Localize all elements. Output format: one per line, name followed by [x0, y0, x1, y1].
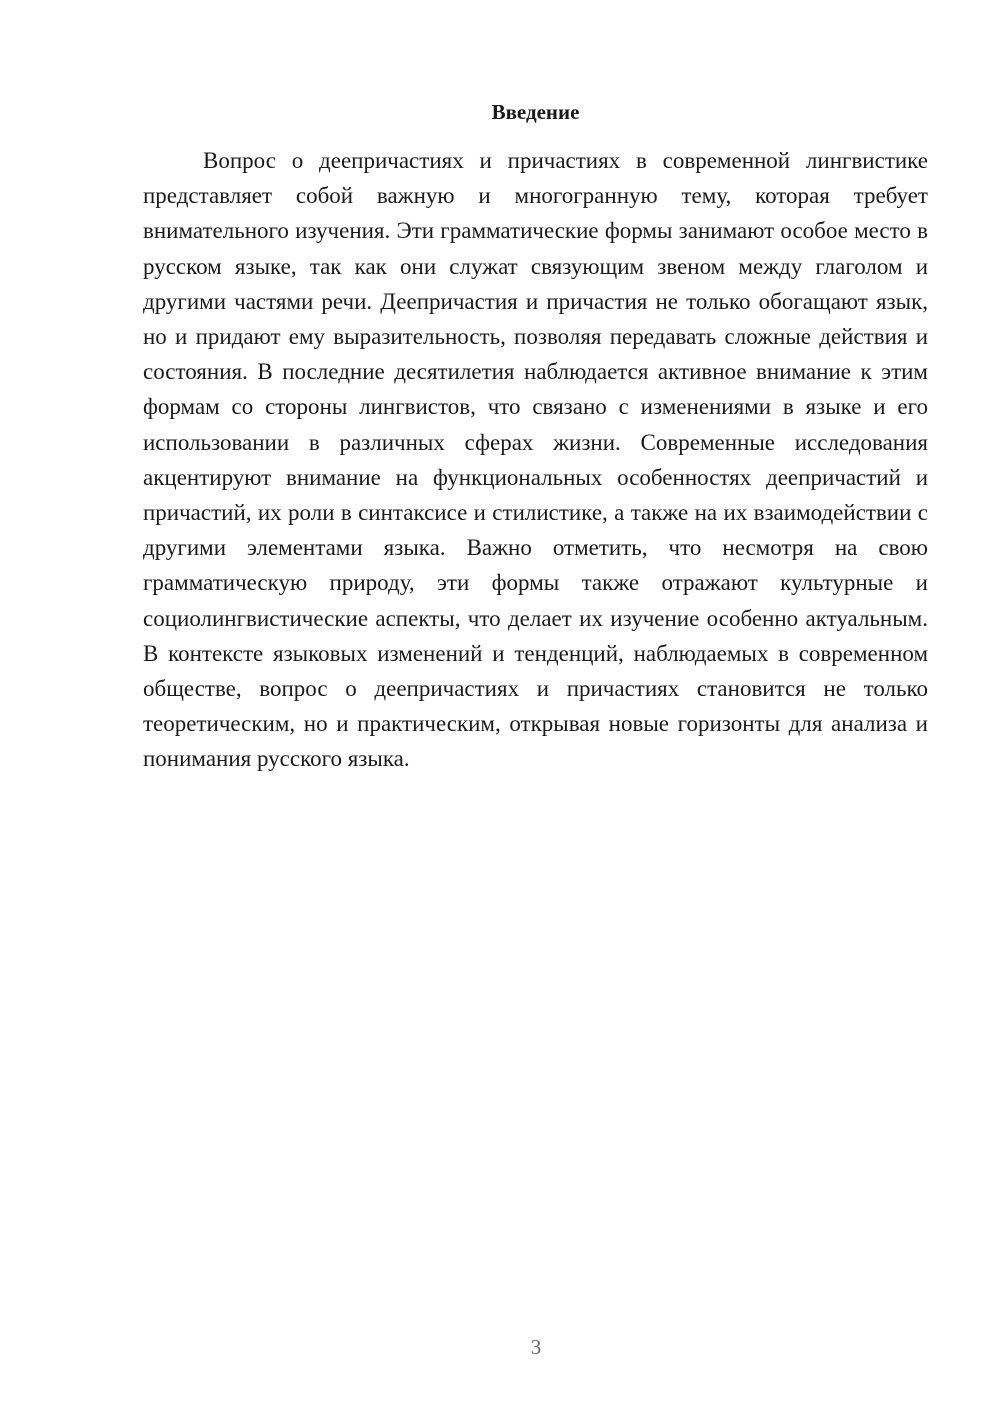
- section-heading: Введение: [491, 100, 580, 124]
- page-number: 3: [530, 1335, 542, 1359]
- body-paragraph: Вопрос о деепричастиях и причастиях в современной лингвистике представляет собой важную и многогранную тему, которая требует внимательного изучения. Эти грамматические формы занимают особое место в русском языке, так как они служат связующим звеном между глаголом и другими частями речи. Деепричастия и причастия не только обогащают язык, но и придают ему выразительность, позволяя передавать сложные действия и состояния. В последние десятилетия наблюдается активное внимание к этим формам со стороны лингвистов, что связано с изменениями в языке и его использовании в различных сферах жизни. Современные исследования акцентируют внимание на функциональных особенностях деепричастий и причастий, их роли в синтаксисе и стилистике, а также на их взаимодействии с другими элементами языка. Важно отметить, что несмотря на свою грамматическую природу, эти формы также отражают культурные и социолингвистические аспекты, что делает их изучение особенно актуальным. В контексте языковых изменений и тенденций, наблюдаемых в современном обществе, вопрос о деепричастиях и причастиях становится не только теоретическим, но и практическим, открывая новые горизонты для анализа и понимания русского языка.: [143, 148, 928, 772]
